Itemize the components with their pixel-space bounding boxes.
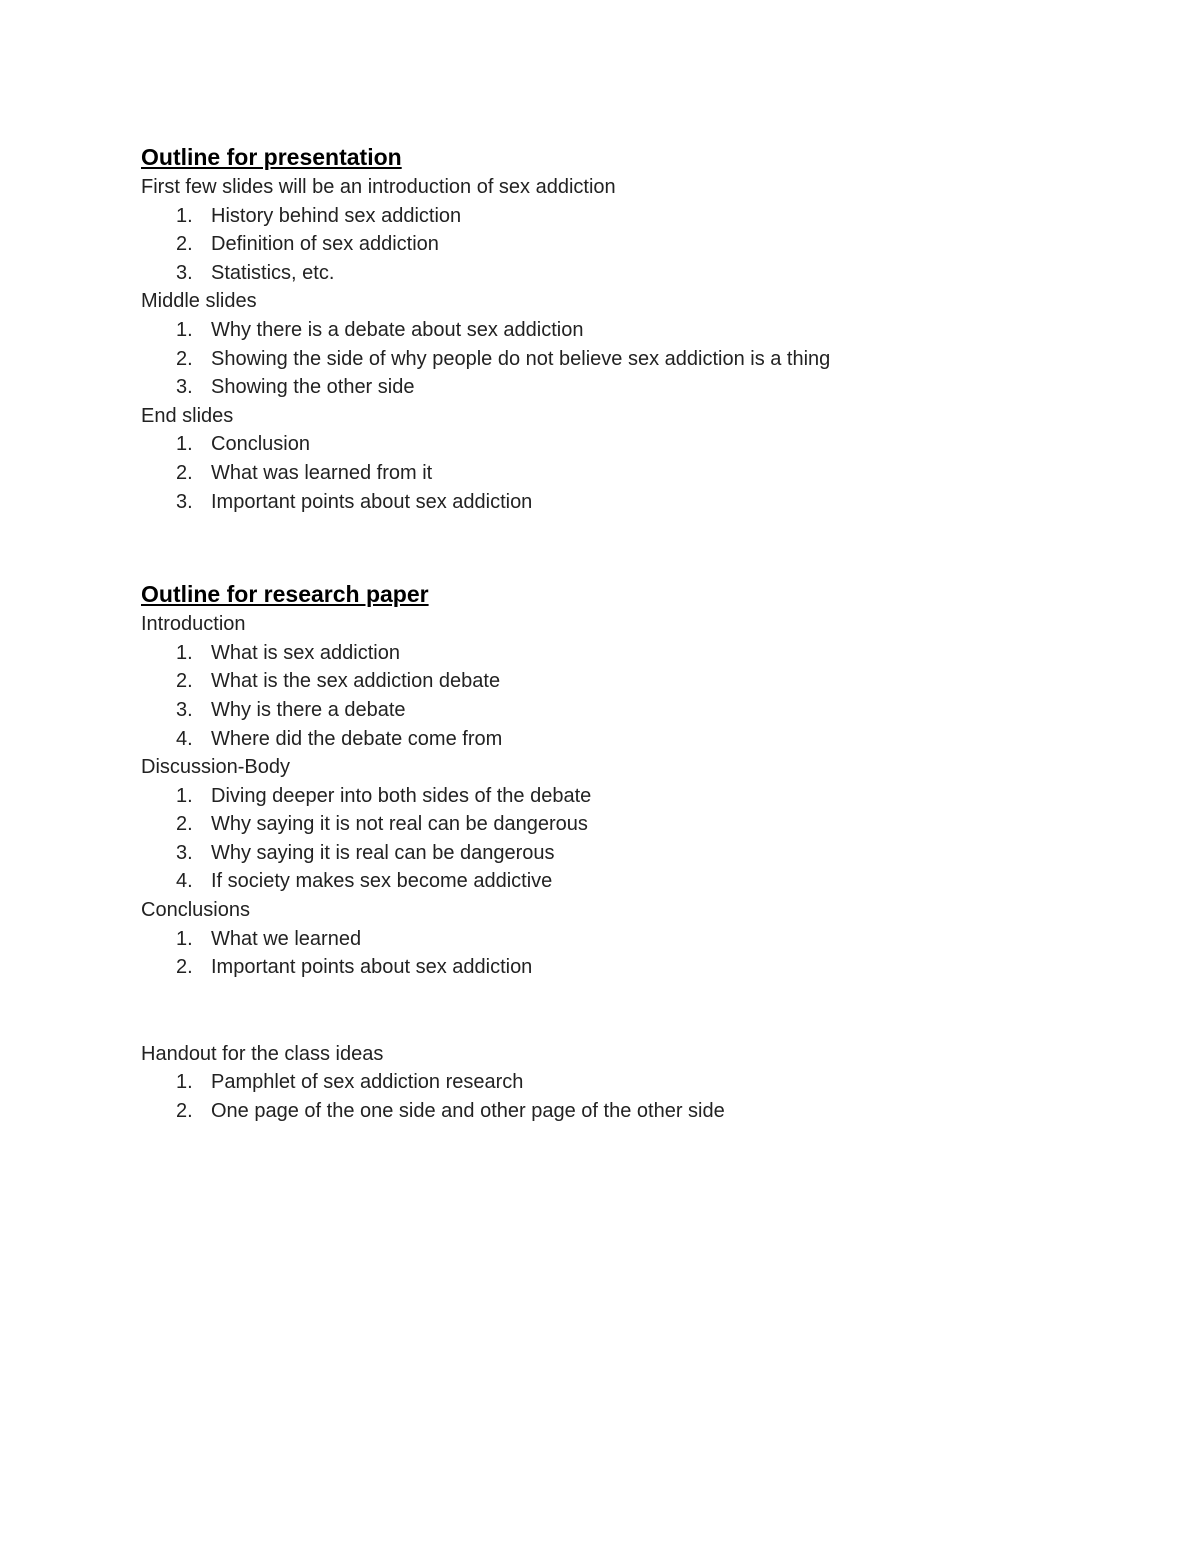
numbered-list <box>141 316 1101 402</box>
list-item <box>141 230 1101 259</box>
list-item-text: Statistics, etc. <box>211 261 335 284</box>
numbered-list <box>141 430 1101 516</box>
research-outline <box>141 578 1101 982</box>
list-item-text: Why there is a debate about sex addiction <box>211 318 584 341</box>
numbered-list <box>141 925 1101 982</box>
list-item-text: What is sex addiction <box>211 641 400 664</box>
list-item-text: Why is there a debate <box>211 698 406 721</box>
list-item-text: Where did the debate come from <box>211 727 503 750</box>
group-label: First few slides will be an introduction of sex addiction <box>141 176 616 198</box>
list-number: 2. <box>176 347 193 370</box>
list-item <box>141 430 1101 459</box>
list-number: 2. <box>176 956 193 979</box>
list-item-text: Important points about sex addiction <box>211 956 533 979</box>
list-item-text: Showing the side of why people do not believe sex addiction is a thing <box>211 347 831 370</box>
group-label: Conclusions <box>141 899 250 922</box>
list-item <box>141 925 1101 954</box>
list-item <box>141 782 1101 811</box>
list-item-text: What is the sex addiction debate <box>211 670 501 693</box>
list-number: 2. <box>176 233 193 256</box>
handout-label: Handout for the class ideas <box>141 1042 384 1065</box>
list-item <box>141 839 1101 868</box>
list-item-text: History behind sex addiction <box>211 204 462 227</box>
list-number: 2. <box>176 1100 193 1123</box>
list-item-text: Showing the other side <box>211 376 415 399</box>
spacer <box>141 516 1101 578</box>
list-item <box>141 810 1101 839</box>
list-number: 4. <box>176 727 193 750</box>
list-item <box>141 639 1101 668</box>
list-item-text: If society makes sex become addictive <box>211 870 553 893</box>
numbered-list <box>141 782 1101 896</box>
list-item-text: Conclusion <box>211 433 310 456</box>
list-number: 1. <box>176 927 193 950</box>
list-number: 1. <box>176 318 193 341</box>
list-item-text: Pamphlet of sex addiction research <box>211 1071 524 1094</box>
list-number: 1. <box>176 784 193 807</box>
group-label: End slides <box>141 404 234 427</box>
list-item <box>141 202 1101 231</box>
list-item <box>141 316 1101 345</box>
group-label: Introduction <box>141 613 246 636</box>
group-label: Middle slides <box>141 290 257 313</box>
presentation-outline <box>141 141 1101 516</box>
spacer <box>141 982 1101 1040</box>
list-number: 1. <box>176 204 193 227</box>
list-item <box>141 259 1101 288</box>
list-number: 3. <box>176 698 193 721</box>
list-item <box>141 1097 1101 1126</box>
list-item <box>141 953 1101 982</box>
group-label: Discussion-Body <box>141 756 290 779</box>
list-number: 3. <box>176 376 193 399</box>
numbered-list <box>141 202 1101 288</box>
list-number: 3. <box>176 261 193 284</box>
list-item <box>141 345 1101 374</box>
document-content <box>141 141 1101 1126</box>
list-item-text: Diving deeper into both sides of the debate <box>211 784 592 807</box>
list-item-text: What was learned from it <box>211 461 433 484</box>
list-item <box>141 373 1101 402</box>
list-item <box>141 1068 1101 1097</box>
list-number: 3. <box>176 841 193 864</box>
research-heading: Outline for research paper <box>141 581 429 608</box>
list-item <box>141 667 1101 696</box>
list-number: 4. <box>176 870 193 893</box>
list-item <box>141 459 1101 488</box>
list-number: 2. <box>176 813 193 836</box>
handout-ideas <box>141 1040 1101 1126</box>
list-item <box>141 725 1101 754</box>
list-number: 1. <box>176 641 193 664</box>
list-item <box>141 488 1101 517</box>
list-number: 1. <box>176 1071 193 1094</box>
numbered-list <box>141 639 1101 753</box>
presentation-heading: Outline for presentation <box>141 144 402 170</box>
list-item <box>141 696 1101 725</box>
list-number: 1. <box>176 433 193 456</box>
list-item-text: Important points about sex addiction <box>211 490 533 513</box>
list-item <box>141 867 1101 896</box>
list-number: 2. <box>176 670 193 693</box>
list-item-text: Why saying it is real can be dangerous <box>211 841 555 864</box>
list-item-text: What we learned <box>211 927 362 950</box>
list-number: 2. <box>176 461 193 484</box>
list-item-text: One page of the one side and other page of the other side <box>211 1100 725 1123</box>
list-item-text: Definition of sex addiction <box>211 233 439 256</box>
list-item-text: Why saying it is not real can be dangerous <box>211 813 588 836</box>
list-number: 3. <box>176 490 193 513</box>
numbered-list <box>141 1068 1101 1125</box>
